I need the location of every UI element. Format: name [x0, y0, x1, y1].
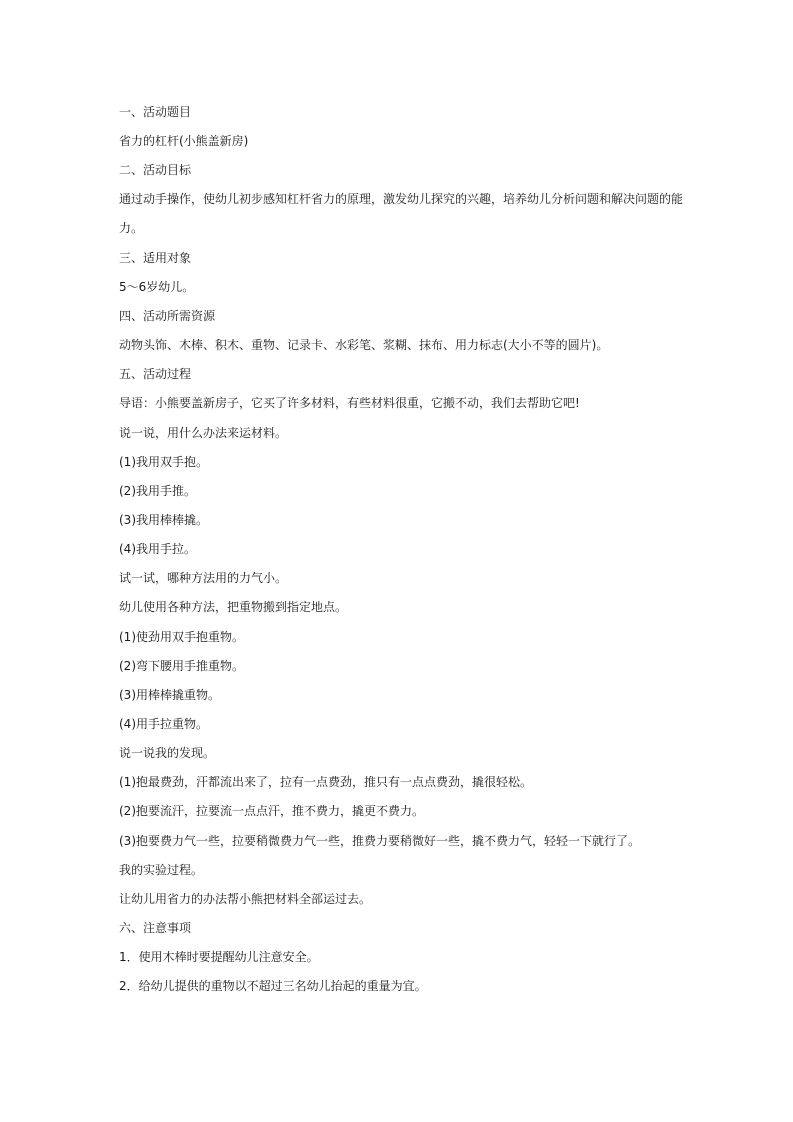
activity-goal: 通过动手操作，使幼儿初步感知杠杆省力的原理，激发幼儿探究的兴趣，培养幼儿分析问题和解决问题的能力。: [119, 191, 684, 236]
activity-title: 省力的杠杆(小熊盖新房): [119, 134, 249, 149]
list-item: 2．给幼儿提供的重物以不超过三名幼儿抬起的重量为宜。: [119, 979, 427, 994]
document-body: [119, 101, 689, 1004]
list-item: (2)弯下腰用手推重物。: [119, 658, 244, 673]
section-heading-1: 一、活动题目: [119, 105, 192, 119]
section-heading-3: 三、适用对象: [119, 250, 192, 265]
section-heading-2: 二、活动目标: [119, 163, 192, 178]
list-item: (3)抱要费力气一些，拉要稍微费力气一些，推费力要稍微好一些，撬不费力气，轻轻一下就行了。: [119, 833, 641, 848]
paragraph: 让幼儿用省力的办法帮小熊把材料全部运过去。: [119, 891, 372, 906]
list-item: 1．使用木棒时要提醒幼儿注意安全。: [119, 950, 319, 965]
list-item: (4)用手拉重物。: [119, 716, 208, 731]
target-audience: 5～6岁幼儿。: [119, 279, 195, 294]
list-item: (1)我用双手抱。: [119, 454, 208, 469]
resources-list: 动物头饰、木棒、积木、重物、记录卡、水彩笔、浆糊、抹布、用力标志(大小不等的圆片)。: [119, 338, 609, 353]
list-item: (3)我用棒棒撬。: [119, 513, 208, 527]
paragraph: 说一说我的发现。: [119, 746, 216, 761]
list-item: (2)我用手推。: [119, 483, 196, 498]
list-item: (4)我用手拉。: [119, 542, 196, 557]
paragraph: 幼儿使用各种方法，把重物搬到指定地点。: [119, 600, 348, 615]
paragraph: 说一说，用什么办法来运材料。: [119, 425, 288, 440]
list-item: (2)抱要流汗，拉要流一点点汗，推不费力，撬更不费力。: [119, 804, 425, 819]
list-item: (1)使劲用双手抱重物。: [119, 629, 244, 644]
paragraph: 我的实验过程。: [119, 862, 204, 877]
section-heading-4: 四、活动所需资源: [119, 309, 216, 324]
list-item: (1)抱最费劲，汗都流出来了，拉有一点费劲，推只有一点点费劲，撬很轻松。: [119, 775, 533, 790]
list-item: (3)用棒棒撬重物。: [119, 687, 220, 702]
section-heading-5: 五、活动过程: [119, 367, 192, 382]
intro-text: 导语：小熊要盖新房子，它买了许多材料，有些材料很重，它搬不动，我们去帮助它吧!: [119, 396, 580, 411]
section-heading-6: 六、注意事项: [119, 920, 192, 935]
paragraph: 试一试，哪种方法用的力气小。: [119, 571, 288, 586]
